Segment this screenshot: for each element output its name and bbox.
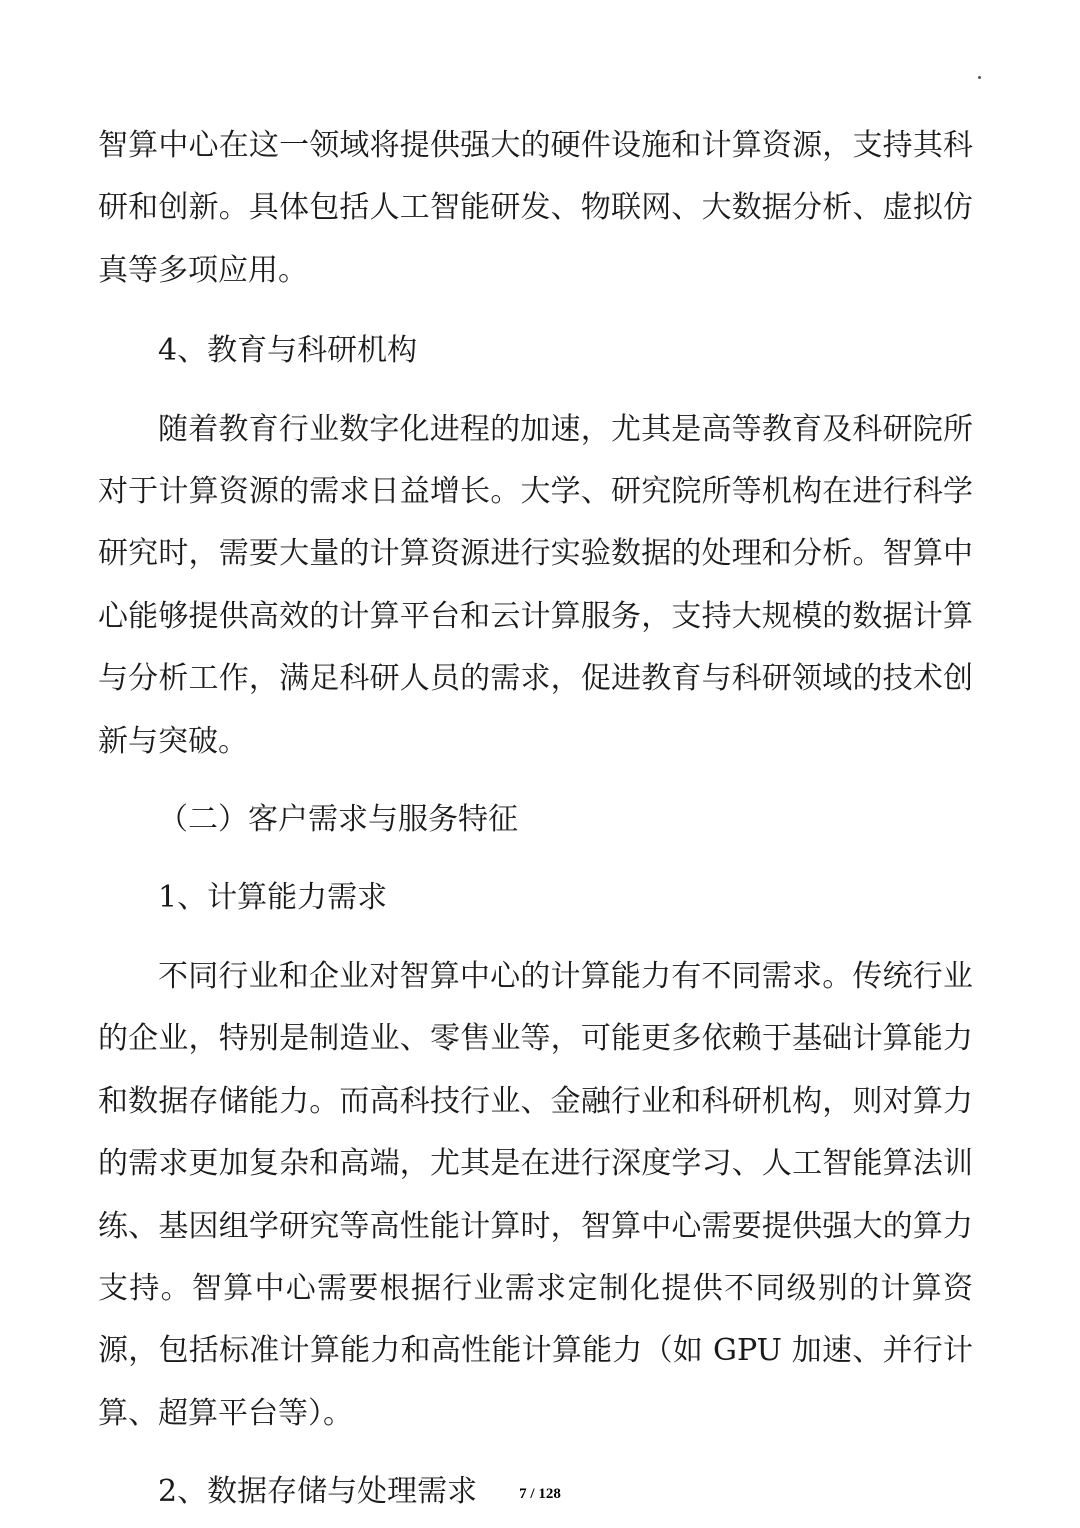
section-heading-storage-demand: 2、数据存储与处理需求 <box>158 1474 478 1510</box>
page-number: 7 / 128 <box>519 1486 561 1502</box>
section-heading-customer-needs: （二）客户需求与服务特征 <box>158 802 518 838</box>
paragraph-compute-demand: 不同行业和企业对智算中心的计算能力有不同需求。传统行业的企业，特别是制造业、零售业等，可能更多依赖于基础计算能力和数据存储能力。而高科技行业、金融行业和科研机构，则对算力的需求更加复杂和高端，尤其是在进行深度学习、人工智能算法训练、基因组学研究等高性能计算时，智算中心需要提供强大的算力支持。智算中心需要根据行业需求定制化提供不同级别的计算资源，包括标准计算能力和高性能计算能力（如 GPU 加速、并行计算、超算平台等）。 <box>98 958 973 1431</box>
section-heading-compute-demand: 1、计算能力需求 <box>158 880 388 916</box>
paragraph-education-research: 随着教育行业数字化进程的加速，尤其是高等教育及科研院所对于计算资源的需求日益增长。大学、研究院所等机构在进行科学研究时，需要大量的计算资源进行实验数据的处理和分析。智算中心能够提供高效的计算平台和云计算服务，支持大规模的数据计算与分析工作，满足科研人员的需求，促进教育与科研领域的技术创新与突破。 <box>98 411 973 759</box>
paragraph-continued: 智算中心在这一领域将提供强大的硬件设施和计算资源，支持其科研和创新。具体包括人工智能研发、物联网、大数据分析、虚拟仿真等多项应用。 <box>98 128 973 288</box>
section-heading-education-research: 4、教育与科研机构 <box>158 333 418 369</box>
corner-dot-mark <box>978 76 981 79</box>
document-body <box>98 115 973 1524</box>
